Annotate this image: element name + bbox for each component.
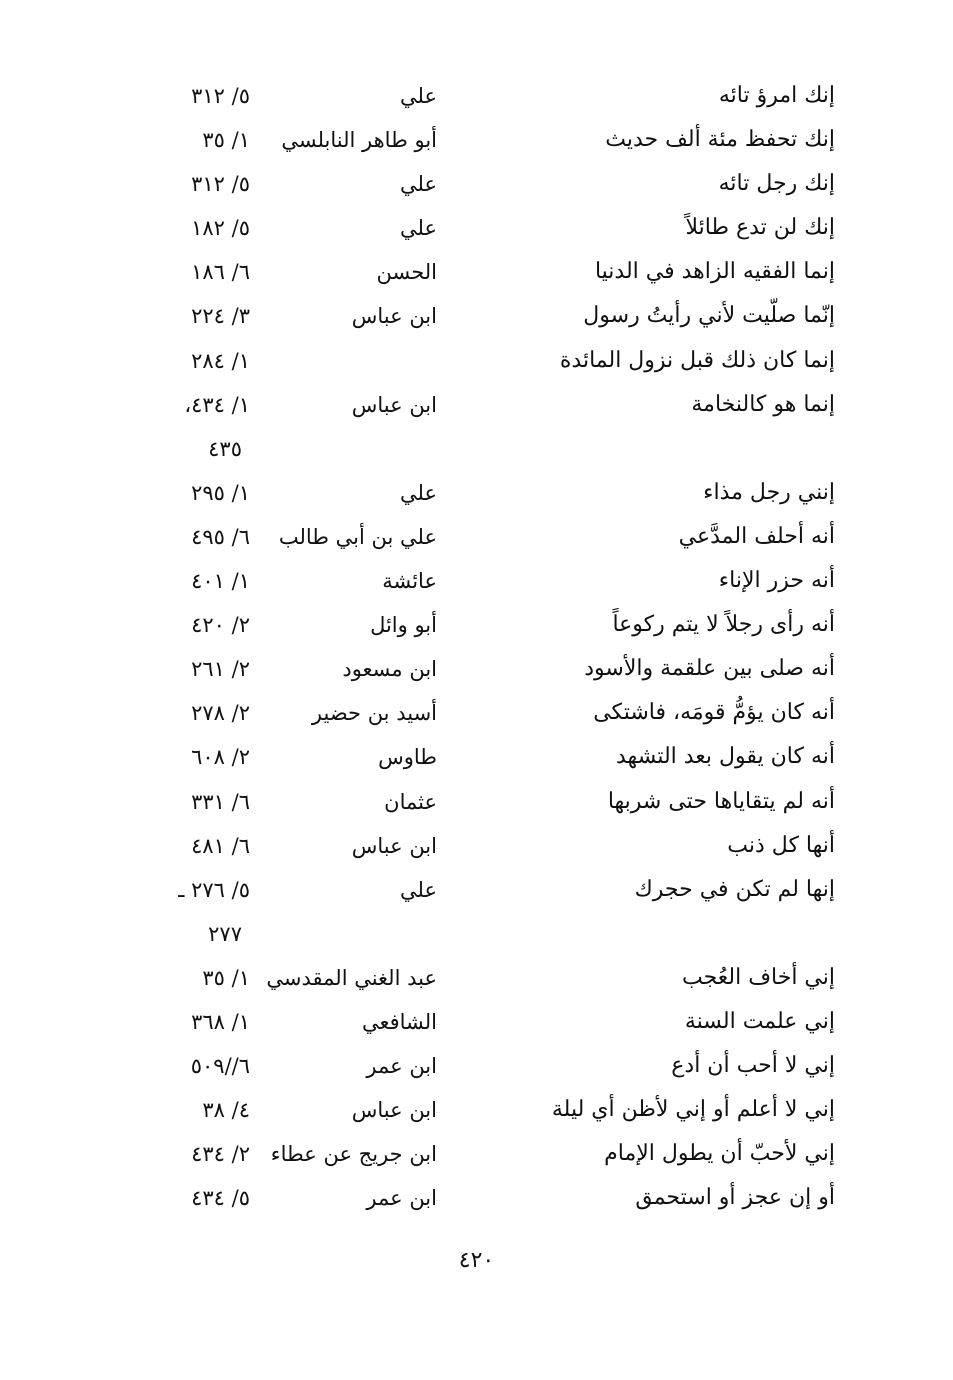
- volume-page-reference: ٥/ ٤٣٤: [191, 1186, 250, 1211]
- hadith-text: إنك رجل تائه: [718, 171, 835, 197]
- index-row: [0, 735, 953, 779]
- index-row: [0, 956, 953, 1000]
- narrator-name: ابن مسعود: [342, 657, 437, 682]
- hadith-text: أنه كان يؤمُّ قومَه، فاشتكى: [593, 700, 835, 726]
- narrator-name: عبد الغني المقدسي: [266, 965, 437, 990]
- narrator-name: علي: [400, 877, 437, 902]
- narrator-name: ابن عباس: [351, 1098, 437, 1123]
- narrator-name: عثمان: [384, 789, 437, 814]
- narrator-name: الحسن: [376, 260, 437, 285]
- hadith-text: إنما الفقيه الزاهد في الدنيا: [594, 259, 835, 285]
- hadith-text: أنه حزر الإناء: [718, 568, 835, 594]
- volume-page-reference: ١/ ٣٥: [202, 128, 250, 153]
- volume-page-reference: ٦/ ٤٨١: [191, 833, 250, 858]
- narrator-name: الشافعي: [361, 1009, 437, 1034]
- hadith-text: إني لا أحب أن أدع: [671, 1053, 835, 1079]
- hadith-text: أو إن عجز أو استحمق: [635, 1185, 835, 1211]
- index-row: [0, 515, 953, 559]
- hadith-text: أنه صلى بين علقمة والأسود: [584, 656, 835, 682]
- hadith-text: إنك تحفظ مئة ألف حديث: [605, 127, 835, 153]
- index-row: [0, 74, 953, 118]
- volume-page-reference: ٣/ ٢٢٤: [191, 304, 250, 329]
- volume-page-reference: ٦/ ٤٩٥: [191, 524, 250, 549]
- narrator-name: طاوس: [378, 745, 437, 770]
- volume-page-reference: ٥/ ٢٧٦ ـ: [178, 877, 250, 902]
- volume-page-reference: ٢/ ٢٧٨: [191, 701, 250, 726]
- volume-page-reference: ١/ ٤٠١: [191, 569, 250, 594]
- narrator-name: علي بن أبي طالب: [278, 524, 437, 549]
- hadith-text: أنها كل ذنب: [727, 832, 835, 858]
- volume-page-reference: ٢/ ٤٣٤: [191, 1142, 250, 1167]
- hadith-text: أنه رأى رجلاً لا يتم ركوعاً: [612, 612, 835, 638]
- hadith-text: إنما كان ذلك قبل نزول المائدة: [559, 347, 835, 373]
- hadith-text: إني لا أعلم أو إني لأظن أي ليلة: [551, 1097, 835, 1123]
- index-row: [0, 691, 953, 735]
- hadith-text: إنما هو كالنخامة: [691, 391, 835, 417]
- volume-page-reference: ٢/ ٤٢٠: [191, 613, 250, 638]
- index-row-continuation: [0, 427, 953, 471]
- index-row: [0, 339, 953, 383]
- index-row: [0, 250, 953, 294]
- narrator-name: ابن عباس: [351, 304, 437, 329]
- hadith-index-table: [0, 74, 953, 1220]
- index-row: [0, 824, 953, 868]
- reference-continuation-text: ٢٧٧: [208, 921, 242, 946]
- hadith-text: إنّما صلّيت لأني رأيتُ رسول: [583, 303, 835, 329]
- index-row: [0, 1132, 953, 1176]
- narrator-name: ابن عمر: [366, 1054, 437, 1079]
- index-row: [0, 1088, 953, 1132]
- hadith-text: أنه أحلف المدَّعي: [678, 523, 835, 549]
- volume-page-reference: ١/ ٢٨٤: [191, 348, 250, 373]
- narrator-name: ابن عمر: [366, 1186, 437, 1211]
- index-row: [0, 1000, 953, 1044]
- index-row-continuation: [0, 912, 953, 956]
- reference-continuation-text: ٤٣٥: [208, 436, 242, 461]
- index-row: [0, 1044, 953, 1088]
- narrator-name: ابن عباس: [351, 392, 437, 417]
- volume-page-reference: ٥/ ١٨٢: [191, 216, 250, 241]
- hadith-text: إنني رجل مذاء: [703, 479, 835, 505]
- hadith-text: إني أخاف العُجب: [681, 964, 835, 990]
- narrator-name: أبو وائل: [370, 613, 437, 638]
- volume-page-reference: ٥/ ٣١٢: [191, 172, 250, 197]
- hadith-text: إني لأحبّ أن يطول الإمام: [604, 1141, 835, 1167]
- volume-page-reference: ٦//٥٠٩: [190, 1054, 250, 1079]
- narrator-name: أسيد بن حضير: [311, 701, 437, 726]
- index-row: [0, 471, 953, 515]
- volume-page-reference: ١/ ٣٦٨: [191, 1009, 250, 1034]
- page-number: ٤٢٠: [458, 1248, 495, 1273]
- index-row: [0, 162, 953, 206]
- volume-page-reference: ٢/ ٦٠٨: [191, 745, 250, 770]
- narrator-name: علي: [400, 216, 437, 241]
- index-row: [0, 559, 953, 603]
- narrator-name: ابن جريج عن عطاء: [270, 1142, 437, 1167]
- index-row: [0, 1176, 953, 1220]
- reference-continuation: [140, 912, 250, 956]
- volume-page-reference: ١/ ٢٩٥: [191, 480, 250, 505]
- index-row: [0, 780, 953, 824]
- index-row: [0, 294, 953, 338]
- index-row: [0, 206, 953, 250]
- index-row: [0, 383, 953, 427]
- narrator-name: علي: [400, 172, 437, 197]
- volume-page-reference: ١/ ٣٥: [202, 965, 250, 990]
- hadith-text: أنه كان يقول بعد التشهد: [616, 744, 835, 770]
- index-row: [0, 647, 953, 691]
- narrator-name: ابن عباس: [351, 833, 437, 858]
- volume-page-reference: ٤/ ٣٨: [202, 1098, 250, 1123]
- volume-page-reference: ١/ ٤٣٤،: [184, 392, 250, 417]
- narrator-name: علي: [400, 480, 437, 505]
- hadith-text: إنك لن تدع طائلاً: [685, 215, 835, 241]
- reference-continuation: [140, 427, 250, 471]
- volume-page-reference: ٦/ ٣٣١: [191, 789, 250, 814]
- index-row: [0, 868, 953, 912]
- index-row: [0, 603, 953, 647]
- volume-page-reference: ٢/ ٢٦١: [191, 657, 250, 682]
- narrator-name: عائشة: [382, 569, 437, 594]
- narrator-name: أبو طاهر النابلسي: [281, 128, 437, 153]
- hadith-text: إنك امرؤ تائه: [718, 83, 835, 108]
- hadith-text: أنه لم يتقاياها حتى شربها: [607, 788, 835, 814]
- volume-page-reference: ٥/ ٣١٢: [191, 84, 250, 108]
- volume-page-reference: ٦/ ١٨٦: [191, 260, 250, 285]
- hadith-text: إني علمت السنة: [684, 1008, 835, 1034]
- narrator-name: علي: [400, 84, 437, 108]
- hadith-text: إنها لم تكن في حجرك: [634, 876, 835, 902]
- index-row: [0, 118, 953, 162]
